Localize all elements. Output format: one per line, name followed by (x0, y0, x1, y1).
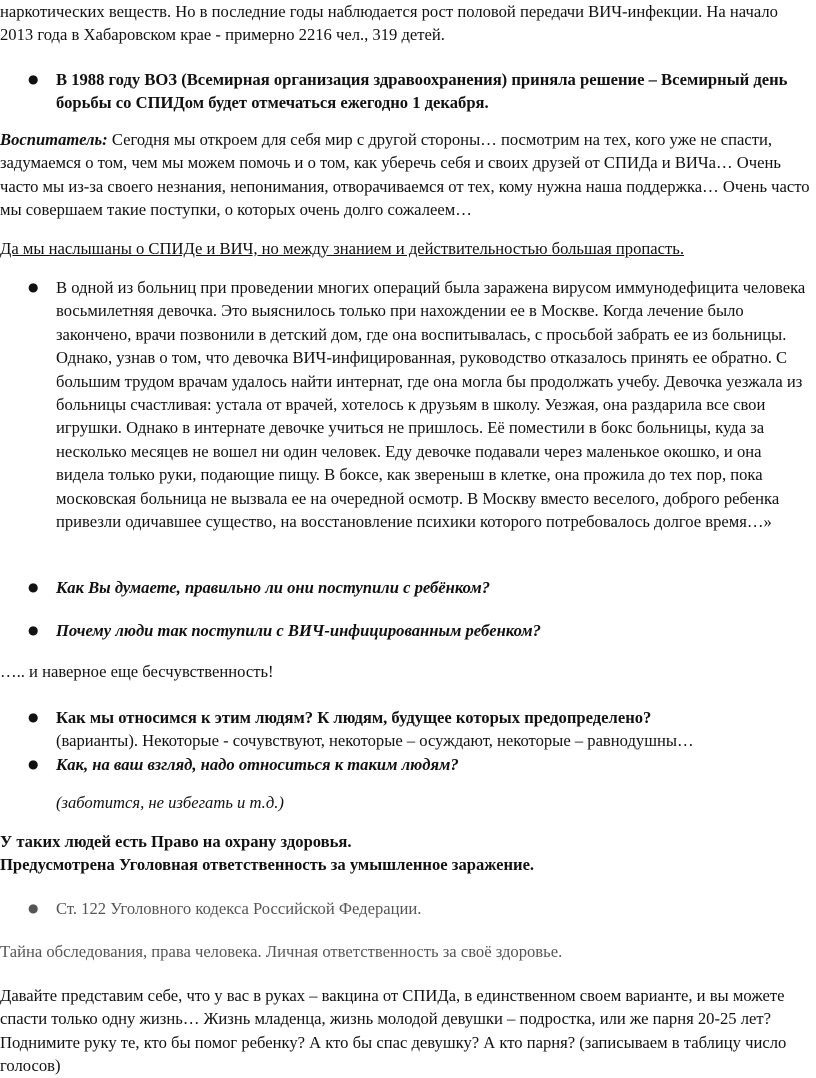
list-item (0, 706, 812, 753)
bullet-dot-icon: ● (28, 710, 39, 724)
article-text: Ст. 122 Уголовного кодекса Российской Федерации. (56, 899, 422, 918)
vaccine-text: Давайте представим себе, что у вас в руках – вакцина от СПИДа, в единственном своем варианте, и вы можете спасти только одну жизнь… Жизнь младенца, жизнь молодой девушки – подростка, или же парня 20-25 лет? Поднимите руку те, кто бы помог ребенку? А кто бы спас девушку? А кто парня? (записываем в таблицу число голосов) (0, 986, 787, 1076)
list-item (0, 897, 812, 920)
rights-paragraph (0, 830, 812, 877)
rights-line-2: Предусмотрена Уголовная ответственность за умышленное заражение. (0, 855, 535, 875)
who-bullet-list (0, 68, 812, 115)
bullet-list (0, 68, 812, 115)
list-item (0, 619, 812, 642)
insensitivity-paragraph (0, 660, 812, 683)
bullet-dot-icon: ● (28, 580, 39, 594)
vaccine-paragraph (0, 984, 812, 1078)
bullet-list (0, 706, 812, 776)
bullet-dot-icon: ● (28, 756, 39, 771)
teacher-label: Воспитатель: (0, 130, 108, 149)
article-list (0, 897, 812, 920)
question-1: Как Вы думаете, правильно ли они поступили с ребёнком? (56, 578, 490, 597)
bullet-list (0, 619, 812, 642)
question-2-list (0, 619, 812, 642)
teacher-text-block (0, 128, 812, 222)
bullet-dot-icon: ● (28, 280, 39, 294)
bullet-dot-icon: ● (28, 72, 39, 86)
bullet-list (0, 576, 812, 599)
list-item (0, 753, 812, 776)
list-item (0, 276, 812, 533)
question-3-answer: (варианты). Некоторые - сочувствуют, некоторые – осуждают, некоторые – равнодушны… (56, 731, 694, 751)
question-3-4-list (0, 706, 812, 776)
insensitivity-text: ….. и наверное еще бесчувственность! (0, 662, 274, 681)
intro-paragraph (0, 0, 812, 47)
teacher-paragraph (0, 128, 812, 222)
q4-answer-paragraph (0, 791, 812, 814)
gap-paragraph (0, 237, 812, 260)
story-text: В одной из больниц при проведении многих операций была заражена вирусом иммунодефицита человека восьмилетняя девочка. Это выяснилось только при нахождении ее в Москве. Когда лечение было закончено, врачи позвонили в детский дом, где она воспитывалась, с просьбой забрать ее из больницы. Однако, узнав о том, что девочка ВИЧ-инфицированная, руководство отказалось принять ее обратно. С большим трудом врачам удалось найти интернат, где она могла бы продолжать учебу. Девочка уезжала из больницы счастливая: устала от врачей, хотелось к друзьям в школу. Уезжая, она раздарила все свои игрушки. Однако в интернате девочке учиться не пришлось. Её поместили в бокс больницы, куда за несколько месяцев не вошел ни один человек. Еду девочке подавали через маленькое окошко, и она видела только руки, подающие пищу. В боксе, как звереныш в клетке, она прожила до тех пор, пока московская больница не вызвала ее на очередной осмотр. В Москву вместо веселого, доброго ребенка привезли одичавшее существо, на восстановление психики которого потребовалось долгое время…» (56, 278, 806, 532)
teacher-text: Сегодня мы откроем для себя мир с другой стороны… посмотрим на тех, кого уже не спасти, задумаемся о том, чем мы можем помочь и о том, как уберечь себя и своих друзей от СПИДа и ВИЧа… Очень часто мы из-за своего незнания, непонимания, отворачиваемся от тех, кому нужна наша поддержка… Очень часто мы совершаем такие поступки, о которых очень долго сожалеем… (0, 130, 810, 220)
secrecy-text: Тайна обследования, права человека. Личная ответственность за своё здоровье. (0, 942, 563, 961)
story-bullet-list (0, 276, 812, 533)
list-item (0, 576, 812, 599)
question-1-list (0, 576, 812, 599)
rights-line-1: У таких людей есть Право на охрану здоровья. (0, 832, 352, 851)
gap-line: Да мы наслышаны о СПИДе и ВИЧ, но между знанием и действительностью большая пропасть. (0, 239, 684, 258)
intro-text: наркотических веществ. Но в последние годы наблюдается рост половой передачи ВИЧ-инфекции. На начало 2013 года в Хабаровском крае - примерно 2216 чел., 319 детей. (0, 2, 778, 45)
bullet-list (0, 276, 812, 533)
bullet-dot-icon: ● (28, 623, 39, 637)
question-4-answer: (заботится, не избегать и т.д.) (56, 793, 284, 812)
question-4: Как, на ваш взгляд, надо относиться к таким людям? (56, 754, 459, 774)
bullet-dot-icon: ● (28, 901, 39, 915)
bullet-list (0, 897, 812, 920)
question-3: Как мы относимся к этим людям? К людям, будущее которых предопределено? (56, 708, 652, 727)
who-decision-text: В 1988 году ВОЗ (Всемирная организация здравоохранения) приняла решение – Всемирный день борьбы со СПИДом будет отмечаться ежегодно 1 декабря. (56, 70, 788, 113)
question-2: Почему люди так поступили с ВИЧ-инфицированным ребенком? (56, 621, 541, 640)
list-item (0, 68, 812, 115)
secrecy-paragraph (0, 940, 812, 963)
